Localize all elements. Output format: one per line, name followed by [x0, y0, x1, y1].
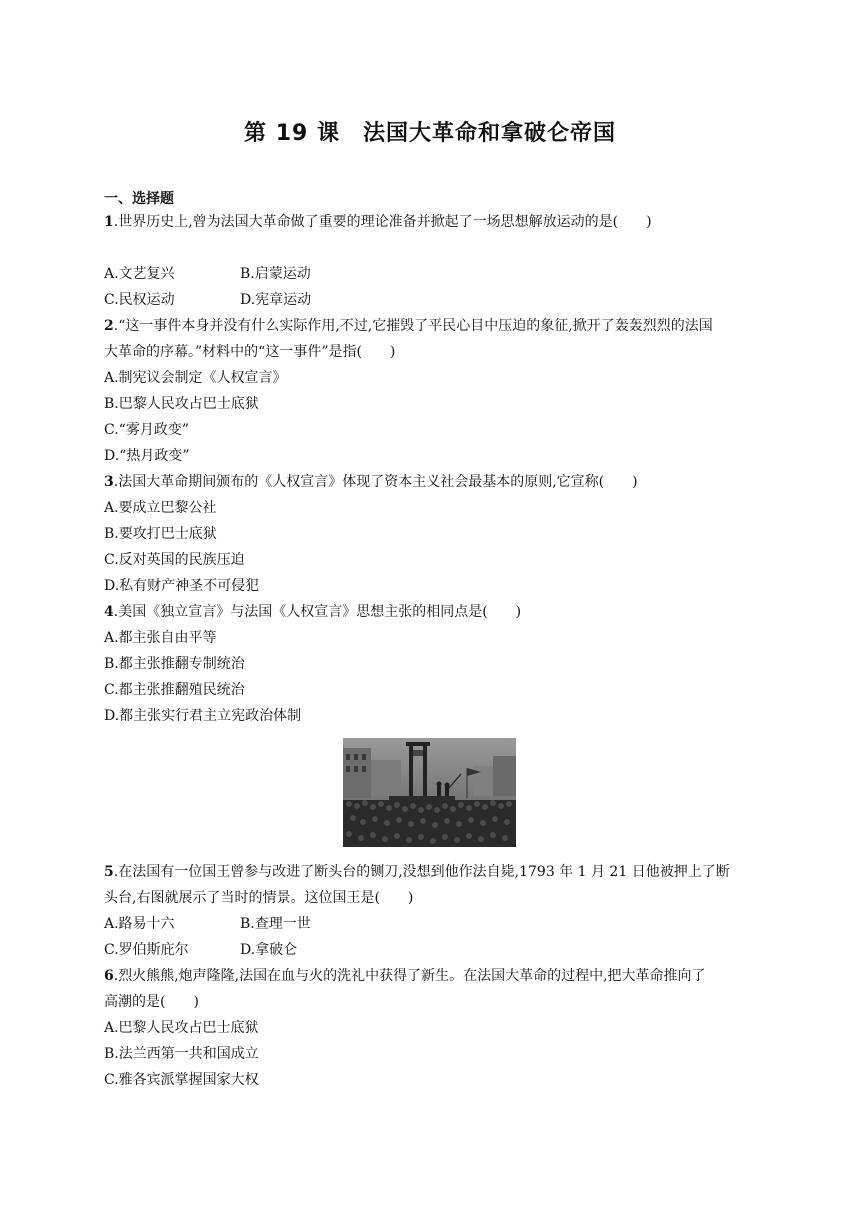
question-text-cont: 头台,右图就展示了当时的情景。这位国王是( ) — [104, 890, 414, 906]
option-c: C.都主张推翻殖民统治 — [104, 682, 245, 698]
option-a: A.文艺复兴 — [104, 266, 175, 282]
page-title: 第 19 课 法国大革命和拿破仑帝国 — [244, 121, 616, 146]
option-c: C.雅各宾派掌握国家大权 — [104, 1072, 259, 1088]
question-text: .美国《独立宣言》与法国《人权宣言》思想主张的相同点是( ) — [113, 604, 522, 620]
option-row — [104, 265, 311, 283]
option-row — [104, 915, 311, 933]
option-a: A.巴黎人民攻占巴士底狱 — [104, 1020, 259, 1036]
option-d: D.都主张实行君主立宪政治体制 — [104, 708, 302, 724]
option-b: B.查理一世 — [240, 916, 311, 932]
option-a: A.要成立巴黎公社 — [104, 500, 217, 516]
option-d: D.“热月政变” — [104, 448, 190, 464]
question-4 — [104, 603, 521, 621]
option-b: B.要攻打巴士底狱 — [104, 526, 217, 542]
question-number: 3 — [104, 474, 114, 490]
option-c: C.民权运动 — [104, 292, 175, 308]
option-d: D.拿破仑 — [240, 942, 298, 958]
option-d: D.宪章运动 — [240, 292, 312, 308]
option-c: C.罗伯斯庇尔 — [104, 942, 189, 958]
question-text-cont: 高潮的是( ) — [104, 994, 199, 1010]
question-text: .“这一事件本身并没有什么实际作用,不过,它摧毁了平民心目中压迫的象征,掀开了轰轰烈烈的法国 — [113, 318, 713, 334]
option-b: B.巴黎人民攻占巴士底狱 — [104, 396, 259, 412]
question-2 — [104, 317, 713, 335]
question-text-cont: 大革命的序幕。”材料中的“这一事件”是指( ) — [104, 344, 396, 360]
engraving-image — [343, 738, 516, 847]
question-number: 2 — [104, 318, 114, 334]
option-c: C.“雾月政变” — [104, 422, 189, 438]
option-c: C.反对英国的民族压迫 — [104, 552, 245, 568]
option-b: B.启蒙运动 — [240, 266, 311, 282]
option-a: A.都主张自由平等 — [104, 630, 217, 646]
option-a: A.制宪议会制定《人权宣言》 — [104, 370, 287, 386]
question-number: 5 — [104, 864, 114, 880]
option-a: A.路易十六 — [104, 916, 175, 932]
question-text: .烈火熊熊,炮声隆隆,法国在血与火的洗礼中获得了新生。在法国大革命的过程中,把大革命推向了 — [113, 968, 706, 984]
question-5 — [104, 863, 730, 881]
option-b: B.法兰西第一共和国成立 — [104, 1046, 259, 1062]
question-number: 4 — [104, 604, 114, 620]
question-text: .世界历史上,曾为法国大革命做了重要的理论准备并掀起了一场思想解放运动的是( ) — [113, 214, 652, 230]
question-3 — [104, 473, 638, 491]
question-6 — [104, 967, 706, 985]
question-number: 6 — [104, 968, 114, 984]
option-row — [104, 941, 298, 959]
question-1 — [104, 213, 652, 231]
section-heading: 一、选择题 — [104, 191, 174, 207]
question-number: 1 — [104, 214, 114, 230]
guillotine-illustration — [343, 738, 516, 847]
question-text: .法国大革命期间颁布的《人权宣言》体现了资本主义社会最基本的原则,它宣称( ) — [113, 474, 638, 490]
option-d: D.私有财产神圣不可侵犯 — [104, 578, 260, 594]
option-row — [104, 291, 312, 309]
option-b: B.都主张推翻专制统治 — [104, 656, 245, 672]
question-text: .在法国有一位国王曾参与改进了断头台的铡刀,没想到他作法自毙,1793 年 1 月 21 日他被押上了断 — [113, 864, 730, 880]
